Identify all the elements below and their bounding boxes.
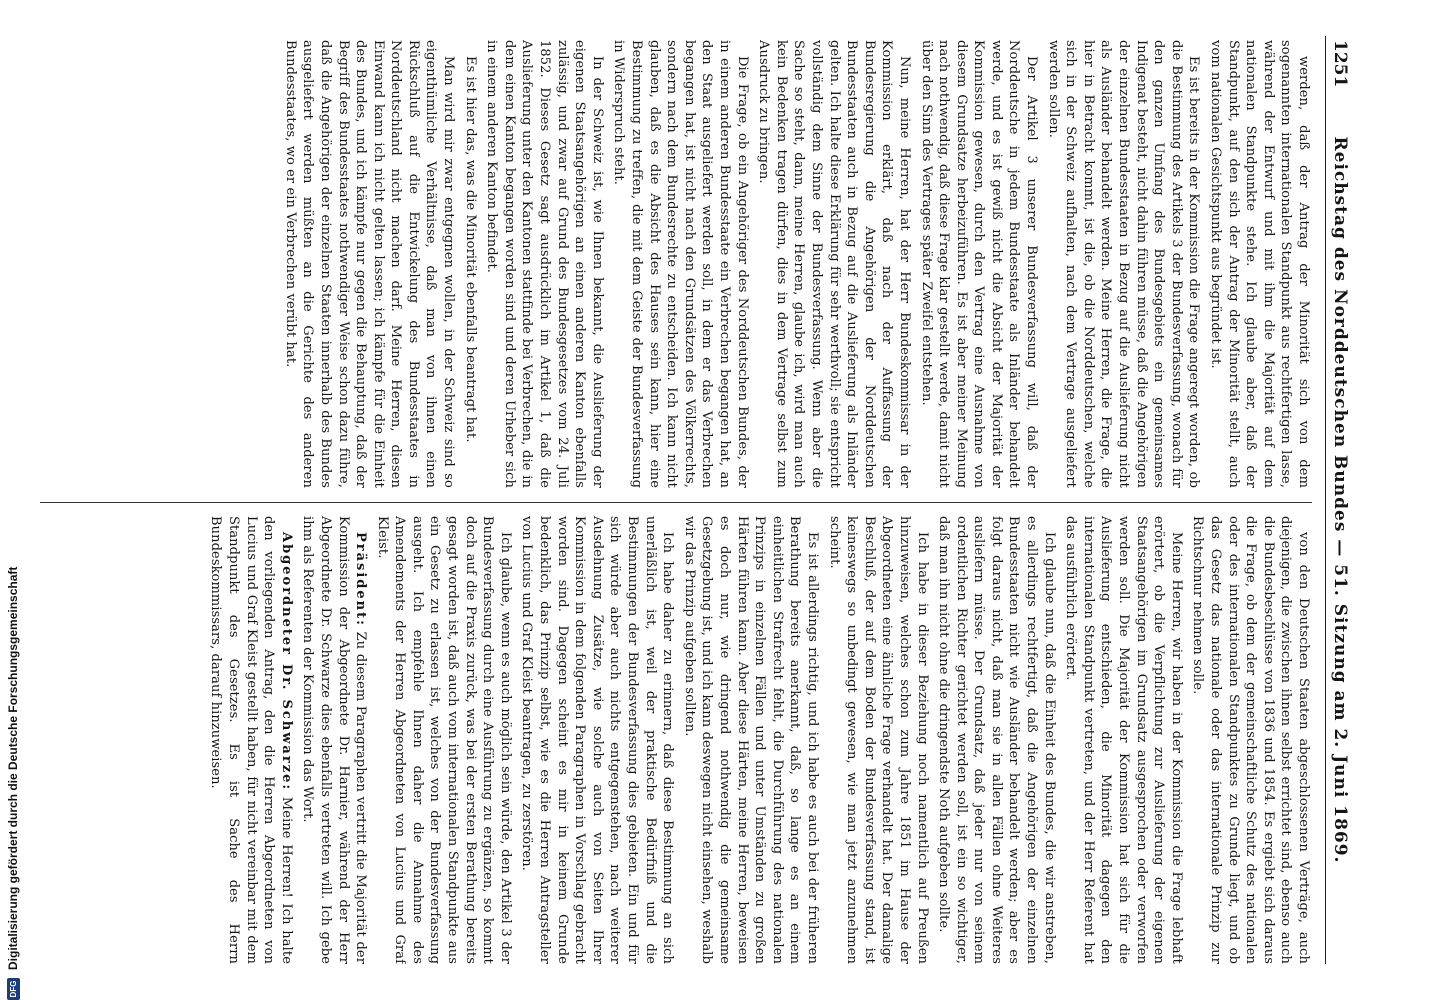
body-paragraph: In der Schweiz ist, wie Ihnen bekannt, die Auslieferung der eigenen Staatsangehörigen an einen anderen Kanton ebenfalls zulässig, und zwar auf Grund des Bundesgesetzes vom 24. Juli 1852. Dieses Gesetz sagt ausdrücklich im Artikel 1, daß die Auslieferung unter den Kantonen stattfinde bei Verbrechen, die in dem einen Kanton begangen worden sind und deren Urheber sich in einem anderen Kanton befindet.: [484, 40, 605, 488]
body-paragraph: Der Artikel 3 unserer Bundesverfassung will, daß der Norddeutsche in jedem Bundesstaate als Inländer behandelt werde, und es ist gewiß nicht die Absicht der Majorität der Kommission gewesen, durch den Vertrag eine Ausnahme von diesem Grundsatze herbeizuführen. Es ist aber meiner Meinung nach nothwendig, daß diese Frage klar gestellt werde, damit nicht über den Sinn des Vertrages später Zweifel entstehen.: [918, 40, 1040, 488]
column-divider: [40, 502, 1312, 503]
digitization-credit-text: Digitalisierung gefördert durch die Deutsche Forschungsgemeinschaft: [6, 566, 20, 970]
dfg-logo-icon: DFG: [7, 978, 20, 1000]
speaker-paragraph: [299, 516, 369, 964]
body-paragraph: von den Deutschen Staaten abgeschlossenen Verträge, auch diejenigen, die zwischen ihnen selbst errichtet sind, ebenso auch die Bundesbeschlüsse von 1836 und 1854. Es ergiebt sich daraus die Frage, ob dem der gemeinschaftliche Schutz des nationalen oder des internationalen Standpunktes zu Grunde liegt, und ob das Gesetz das nationale oder das internationale Prinzip zur Richtschnur nehmen solle.: [1190, 516, 1311, 964]
body-paragraph: Es ist allerdings richtig, und ich habe es auch bei der früheren Berathung bereits anerkannt, daß, so lange es an einem einheitlichen Strafrecht fehlt, die Durchführung des nationalen Prinzips in einzelnen Fällen und unter Umständen zu großen Härten führen kann. Aber diese Härten, meine Herren, beweisen es doch nur, wie dringend nothwendig die gemeinsame Gesetzgebung ist, und ich kann deswegen nicht einsehen, weshalb wir das Prinzip aufgeben sollten.: [681, 516, 820, 964]
body-paragraph: Die Frage, ob ein Angehöriger des Norddeutschen Bundes, der in einem anderen Bundesstaate ein Verbrechen begangen hat, an den Staat ausgeliefert werden soll, in dem er das Verbrechen begangen hat, ist nicht nach den Grundsätzen des Völkerrechts, sondern nach dem Bundesrechte zu entscheiden. Ich kann nicht glauben, daß es die Absicht des Hauses sein kann, hier eine Bestimmung zu treffen, die mit dem Geiste der Bundesverfassung in Widerspruch steht.: [611, 40, 750, 488]
text-column-right: [40, 516, 1312, 964]
body-paragraph: Nun, meine Herren, hat der Herr Bundeskommissar in der Kommission erklärt, daß nach der Auffassung der Bundesregierung die Angehörigen der Norddeutschen Bundesstaaten auch in Bezug auf die Auslieferung als Inländer gelten. Ich halte diese Erklärung für sehr werthvoll; sie entspricht vollständig dem Sinne der Bundesverfassung. Wenn aber die Sache so steht, dann, meine Herren, glaube ich, wird man auch kein Bedenken tragen dürfen, dies in dem Vertrage selbst zum Ausdruck zu bringen.: [756, 40, 912, 488]
body-paragraph: Es ist hier das, was die Minorität ebenfalls beantragt hat.: [462, 56, 478, 443]
speaker-text: Meine Herren! Ich halte den vorliegenden Antrag, den die Herren Abgeordneten von Lucius und Graf Kleist gestellt haben, für nicht vereinbar mit dem Standpunkt des Gesetzes. Es ist Sache des Herrn Bundeskommissars, darauf hinzuweisen.: [208, 516, 294, 964]
body-paragraph: Es ist bereits in der Kommission die Frage angeregt worden, ob die Bestimmung des Artikels 3 der Bundesverfassung, wonach für den ganzen Umfang des Bundesgebiets ein gemeinsames Indigenat besteht, nicht dahin führen müsse, daß die Angehörigen der einzelnen Bundesstaaten in Bezug auf die Auslieferung nicht als Ausländer behandelt werden. Meine Herren, die Frage, die hier in Betracht kommt, ist die, ob die Norddeutschen, welche sich in der Schweiz aufhalten, nach dem Vertrage ausgeliefert werden sollen.: [1045, 40, 1202, 488]
speaker-name: Abgeordneter Dr. Schwarze:: [278, 532, 294, 792]
speaker-name: Präsident:: [353, 532, 369, 627]
body-paragraph: Ich glaube nun, daß die Einheit des Bundes, die wir anstreben, es allerdings rechtfertigt, daß die Angehörigen der einzelnen Bundesstaaten nicht wie Ausländer behandelt werden; aber es folgt daraus nicht, daß man sie in allen Fällen ohne Weiteres ausliefern müsse. Der Grundsatz, daß jeder nur von seinem ordentlichen Richter gerichtet werden soll, ist ein so wichtiger, daß man ihn nicht ohne die dringendste Noth aufgeben sollte.: [936, 516, 1057, 964]
body-paragraph: Man wird mir zwar entgegnen wollen, in der Schweiz sind so eigenthümliche Verhältnisse, daß man von ihnen einen Rückschluß auf die Entwickelung des Bundesstaates in Norddeutschland nicht machen darf. Meine Herren, diesen Einwand kann ich nicht gelten lassen; ich kämpfe für die Einheit des Bundes, und ich kämpfe nur gegen die Behauptung, daß der Begriff des Bundesstaates nothwendiger Weise schon dazu führe, daß die Angehörigen der einzelnen Staaten innerhalb des Bundes ausgeliefert werden müßten an die Gerichte des anderen Bundesstaates, wo er ein Verbrechen verübt hat.: [282, 40, 457, 488]
body-paragraph: werden, daß der Antrag der Minorität sich von dem sogenannten internationalen Standpunkt aus rechtfertigen lasse, während der Entwurf und mit ihm die Majorität auf dem nationalen Standpunkte stehe. Ich glaube aber, daß der Standpunkt, auf den sich der Antrag der Minorität stellt, auch vom nationalen Gesichtspunkt aus begründet ist.: [1208, 40, 1311, 488]
running-title: Reichstag des Norddeutschen Bundes — 51. Sitzung am 2. Juni 1869.: [1330, 136, 1350, 864]
body-paragraph: Ich glaube, wenn es auch möglich sein würde, den Artikel 3 der Bundesverfassung durch eine Ausführung zu ergänzen, so kommt doch auf die Praxis zurück, was bei der ersten Berathung bereits gesagt worden ist, daß auch vom internationalen Standpunkte aus ein Gesetz zu erlassen ist, welches von der Bundesverfassung ausgeht. Ich empfehle Ihnen daher die Annahme des Amendements der Herren Abgeordneten von Lucius und Graf Kleist.: [374, 516, 513, 964]
body-paragraph: Ich habe daher zu erinnern, daß diese Bestimmung an sich unerläßlich ist, weil der praktische Bedürfniß und die Bestimmungen der Bundesverfassung dies gebieten. Ein und für sich würde aber auch nichts entgegenstehen, nach weiterer Ausdehnung Zusätze, wie solche auch von Seiten Ihrer Kommission in dem folgenden Paragraphen in Vorschlag gebracht worden sind. Dagegen scheint es mir in keinem Grunde bedenklich, das Prinzip selbst, wie es die Herren Antragsteller von Lucius und Graf Kleist beantragen, zu zerstören.: [519, 516, 676, 964]
body-paragraph: Ich habe in dieser Beziehung noch namentlich auf Preußen hinzuweisen, welches schon zum Jahre 1851 im Hause der Abgeordneten eine ähnliche Frage verhandelt hat. Der damalige Beschluß, der auf dem Boden der Bundesverfassung stand, ist keineswegs so unbedingt gewesen, wie man jetzt anzunehmen scheint.: [826, 516, 930, 964]
page-header: [1325, 36, 1352, 964]
text-column-left: [40, 40, 1312, 488]
speaker-paragraph: [207, 516, 295, 964]
speaker-text: Zu diesem Paragraphen vertritt die Majorität der Kommission der Abgeordnete Dr. Harnier, während der Herr Abgeordnete Dr. Schwarze dies ebenfalls vertreten will. Ich gebe ihm als Referenten der Kommission das Wort.: [300, 516, 369, 964]
page-number: 1251: [1330, 40, 1350, 88]
body-paragraph: Meine Herren, wir haben in der Kommission die Frage lebhaft erörtert, ob die Verpflichtung zur Auslieferung der eigenen Staatsangehörigen im Grundsatz ausgesprochen oder verworfen werden soll. Die Majorität der Kommission hat sich für die Auslieferung entschieden, die Minorität dagegen den internationalen Standpunkt vertreten, und der Herr Referent hat das ausführlich erörtert.: [1063, 516, 1184, 964]
